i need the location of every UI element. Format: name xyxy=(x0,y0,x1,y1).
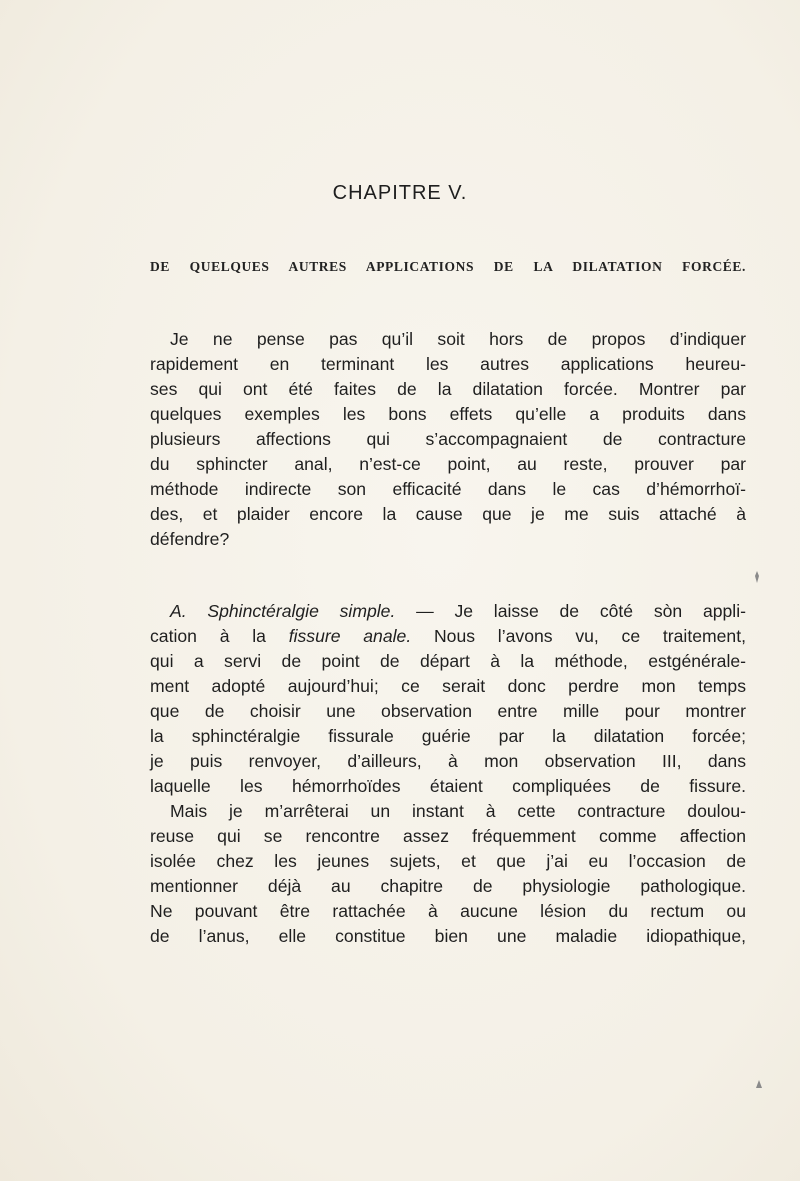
section-heading: Sphinctéralgie simple. xyxy=(207,601,396,621)
text-span: — Je laisse de côté sòn appli- xyxy=(395,601,746,621)
text-line: la sphinctéralgie fissurale guérie par la dilatation forcée; xyxy=(150,726,746,746)
text-line: que de choisir une observation entre mille pour montrer xyxy=(150,701,746,721)
text-line: Je ne pense pas qu’il soit hors de propos d’indiquer xyxy=(170,329,746,349)
text-line: je puis renvoyer, d’ailleurs, à mon observation III, dans xyxy=(150,751,746,771)
section-label: A. xyxy=(170,601,187,621)
text-line: ses qui ont été faites de la dilatation forcée. Montrer par xyxy=(150,379,746,399)
page-speck-mark xyxy=(752,570,762,584)
text-line: mentionner déjà au chapitre de physiologie pathologique. xyxy=(150,876,746,896)
text-line: défendre? xyxy=(150,529,230,549)
text-line: qui a servi de point de départ à la méthode, estgénérale- xyxy=(150,651,746,671)
text-line: isolée chez les jeunes sujets, et que j’ai eu l’occasion de xyxy=(150,851,746,871)
text-line: des, et plaider encore la cause que je me suis attaché à xyxy=(150,504,746,524)
text-line: rapidement en terminant les autres applications heureu- xyxy=(150,354,746,374)
text-line: quelques exemples les bons effets qu’elle a produits dans xyxy=(150,404,746,424)
text-line: Mais je m’arrêterai un instant à cette contracture doulou- xyxy=(170,801,746,821)
text-line xyxy=(150,624,746,649)
paragraph-sphincteralgie xyxy=(150,599,746,949)
text-line: Ne pouvant être rattachée à aucune lésion du rectum ou xyxy=(150,901,746,921)
text-line xyxy=(150,599,746,624)
text-line: ment adopté aujourd’hui; ce serait donc perdre mon temps xyxy=(150,676,746,696)
text-line: reuse qui se rencontre assez fréquemment comme affection xyxy=(150,826,746,846)
chapter-subtitle: DE QUELQUES AUTRES APPLICATIONS DE LA DILATATION FORCÉE. xyxy=(150,259,746,274)
italic-term: fissure anale. xyxy=(288,626,412,646)
chapter-title: CHAPITRE V. xyxy=(332,182,468,204)
text-line: du sphincter anal, n’est-ce point, au reste, prouver par xyxy=(150,454,746,474)
text-line: méthode indirecte son efficacité dans le cas d’hémorrhoï- xyxy=(150,479,746,499)
text-line: laquelle les hémorrhoïdes étaient compliquées de fissure. xyxy=(150,776,746,796)
text-span: Nous l’avons vu, ce traitement, xyxy=(411,626,746,646)
text-span: cation à la xyxy=(150,626,289,646)
paragraph-intro xyxy=(150,327,746,552)
text-line: de l’anus, elle constitue bien une maladie idiopathique, xyxy=(150,926,746,946)
page-speck-mark xyxy=(754,1078,764,1090)
text-line: plusieurs affections qui s’accompagnaient de contracture xyxy=(150,429,746,449)
